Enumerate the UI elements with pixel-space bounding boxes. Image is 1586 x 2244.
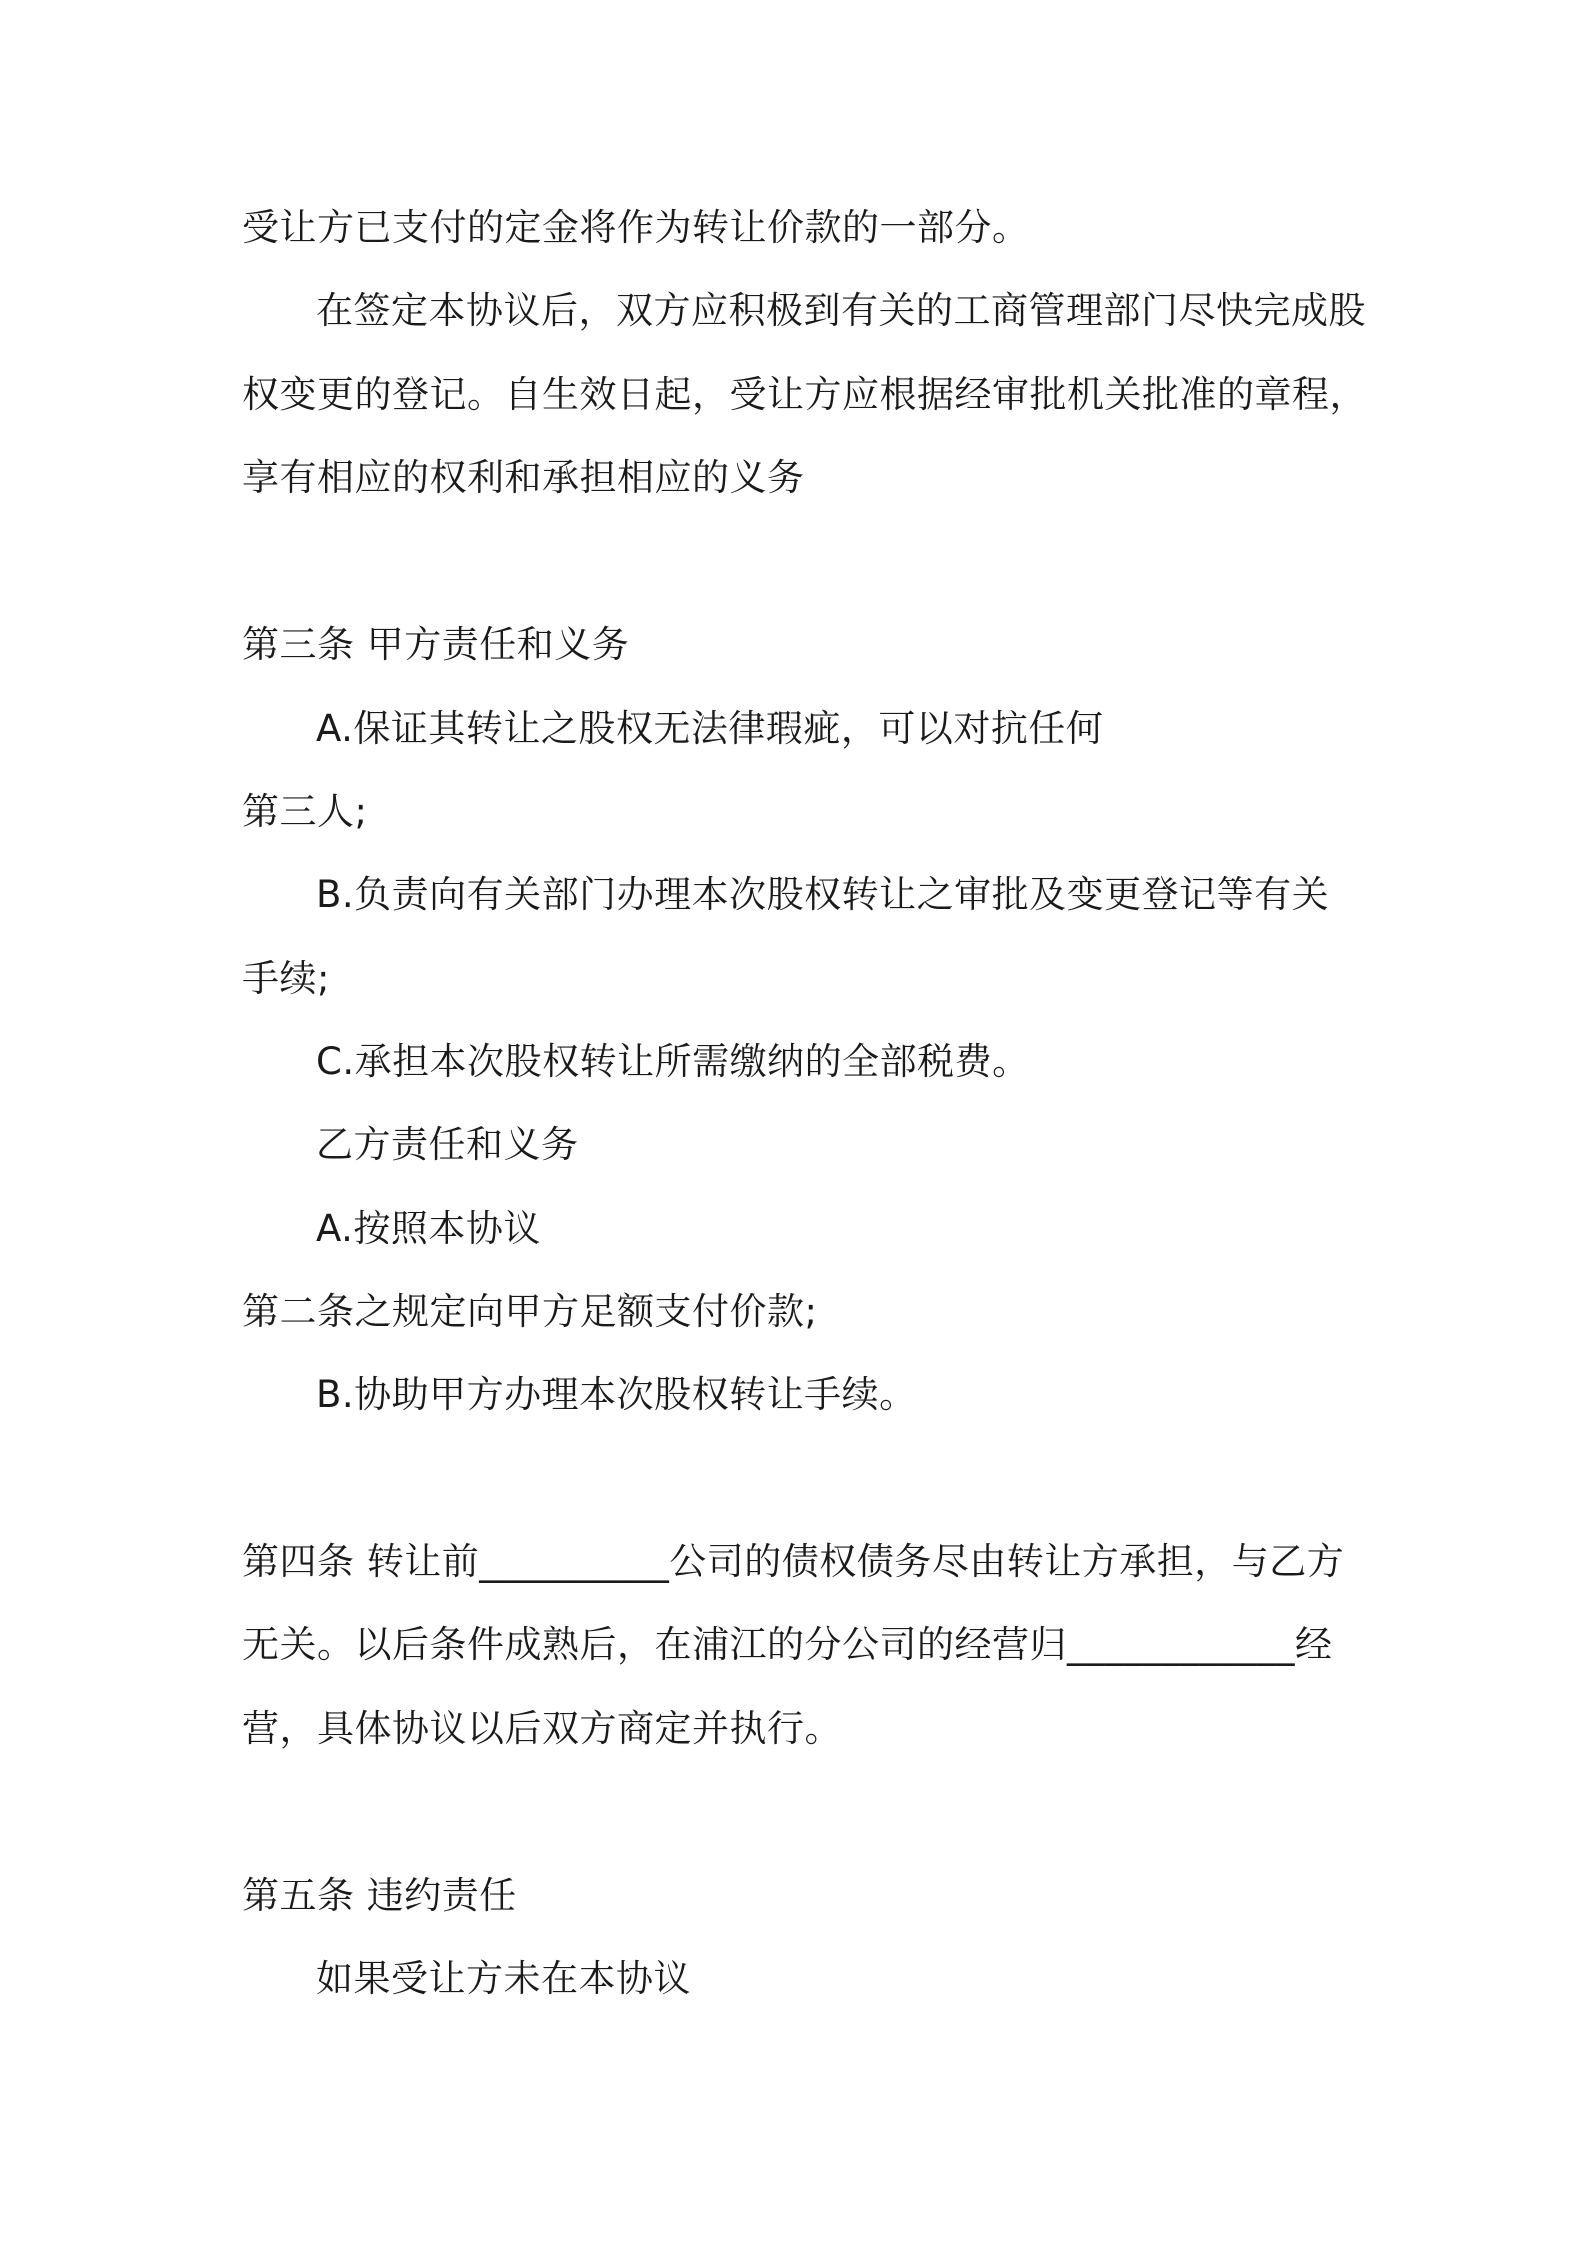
paragraph-line: 在签定本协议后，双方应积极到有关的工商管理部门尽快完成股 (316, 289, 1366, 332)
paragraph-line: 如果受让方未在本协议 (316, 1957, 691, 2000)
paragraph-line: B.协助甲方办理本次股权转让手续。 (316, 1373, 917, 1416)
paragraph-line: 享有相应的权利和承担相应的义务 (242, 456, 805, 499)
paragraph-line: 权变更的登记。自生效日起，受让方应根据经审批机关批准的章程， (242, 373, 1367, 416)
paragraph-line: 第三人; (242, 790, 368, 833)
paragraph-line: B.负责向有关部门办理本次股权转让之审批及变更登记等有关 (316, 873, 1330, 916)
paragraph-line: C.承担本次股权转让所需缴纳的全部税费。 (316, 1040, 1030, 1083)
article-heading: 第四条 转让前__________公司的债权债务尽由转让方承担，与乙方 (242, 1540, 1345, 1583)
paragraph-line: 第二条之规定向甲方足额支付价款; (242, 1290, 818, 1333)
paragraph-line: 手续; (242, 957, 330, 1000)
article-heading: 第三条 甲方责任和义务 (242, 623, 630, 666)
subheading: 乙方责任和义务 (316, 1123, 579, 1166)
article-heading: 第五条 违约责任 (242, 1874, 517, 1917)
paragraph-line: 受让方已支付的定金将作为转让价款的一部分。 (242, 206, 1030, 249)
paragraph-line: A.按照本协议 (316, 1207, 541, 1250)
paragraph-line: 营，具体协议以后双方商定并执行。 (242, 1707, 842, 1750)
paragraph-line: 无关。以后条件成熟后，在浦江的分公司的经营归____________经 (242, 1623, 1333, 1666)
paragraph-line: A.保证其转让之股权无法律瑕疵，可以对抗任何 (316, 707, 1104, 750)
